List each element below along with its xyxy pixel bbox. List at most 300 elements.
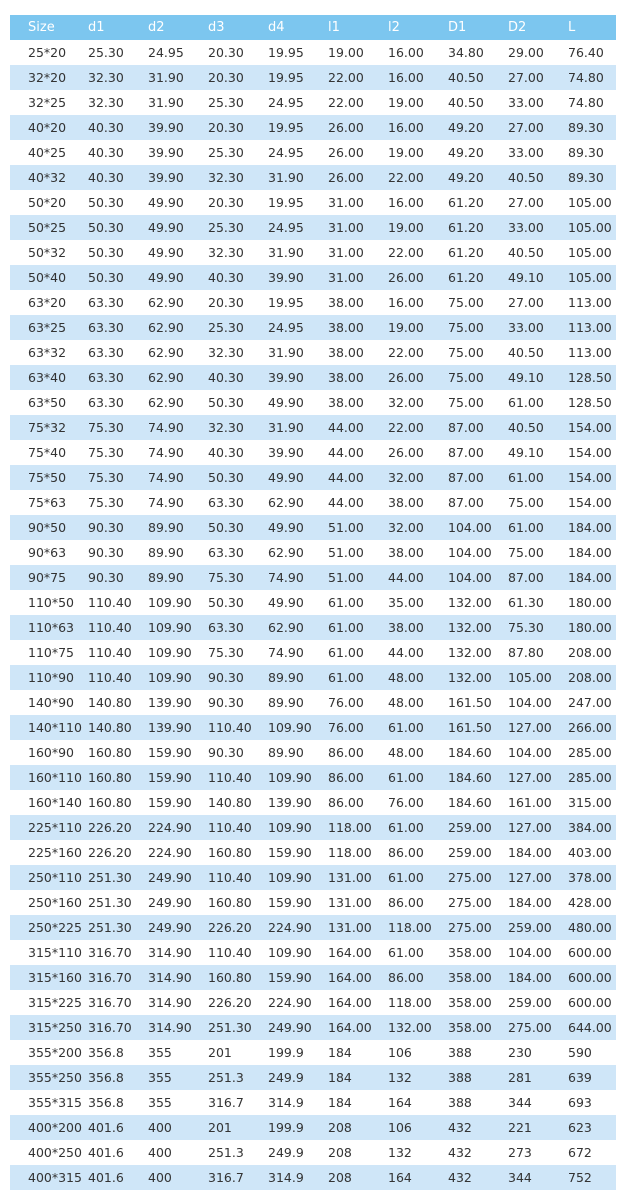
- value-cell: 106: [370, 1040, 430, 1065]
- value-cell: 16.00: [370, 40, 430, 65]
- value-cell: 44.00: [310, 440, 370, 465]
- value-cell: 62.90: [130, 315, 190, 340]
- value-cell: 33.00: [490, 90, 550, 115]
- size-cell: 355*315: [10, 1090, 70, 1115]
- value-cell: 90.30: [190, 690, 250, 715]
- value-cell: 32.30: [190, 240, 250, 265]
- value-cell: 51.00: [310, 540, 370, 565]
- value-cell: 113.00: [550, 315, 616, 340]
- value-cell: 40.30: [190, 265, 250, 290]
- size-cell: 355*250: [10, 1065, 70, 1090]
- value-cell: 249.9: [250, 1065, 310, 1090]
- value-cell: 20.30: [190, 290, 250, 315]
- table-row: [10, 165, 616, 190]
- value-cell: 40.50: [430, 90, 490, 115]
- value-cell: 180.00: [550, 590, 616, 615]
- size-cell: 400*250: [10, 1140, 70, 1165]
- value-cell: 208: [310, 1140, 370, 1165]
- value-cell: 63.30: [190, 615, 250, 640]
- value-cell: 259.00: [430, 840, 490, 865]
- value-cell: 76.00: [310, 690, 370, 715]
- value-cell: 63.30: [70, 290, 130, 315]
- value-cell: 105.00: [550, 265, 616, 290]
- value-cell: 164.00: [310, 990, 370, 1015]
- value-cell: 355: [130, 1065, 190, 1090]
- table-row: [10, 840, 616, 865]
- table-row: [10, 40, 616, 65]
- value-cell: 160.80: [190, 840, 250, 865]
- value-cell: 16.00: [370, 290, 430, 315]
- value-cell: 19.95: [250, 40, 310, 65]
- value-cell: 63.30: [70, 340, 130, 365]
- value-cell: 355: [130, 1040, 190, 1065]
- value-cell: 76.40: [550, 40, 616, 65]
- value-cell: 109.90: [130, 665, 190, 690]
- value-cell: 49.20: [430, 140, 490, 165]
- value-cell: 24.95: [250, 140, 310, 165]
- value-cell: 62.90: [250, 540, 310, 565]
- value-cell: 164.00: [310, 1015, 370, 1040]
- value-cell: 25.30: [190, 90, 250, 115]
- value-cell: 26.00: [310, 140, 370, 165]
- value-cell: 105.00: [550, 215, 616, 240]
- column-header: d2: [130, 15, 190, 40]
- value-cell: 38.00: [310, 315, 370, 340]
- value-cell: 76.00: [310, 715, 370, 740]
- table-row: [10, 565, 616, 590]
- value-cell: 87.00: [430, 415, 490, 440]
- value-cell: 61.30: [490, 590, 550, 615]
- value-cell: 16.00: [370, 190, 430, 215]
- value-cell: 40.30: [70, 165, 130, 190]
- value-cell: 74.80: [550, 90, 616, 115]
- value-cell: 49.90: [250, 515, 310, 540]
- value-cell: 61.20: [430, 240, 490, 265]
- value-cell: 62.90: [130, 390, 190, 415]
- value-cell: 89.30: [550, 165, 616, 190]
- value-cell: 159.90: [250, 840, 310, 865]
- value-cell: 132.00: [430, 615, 490, 640]
- value-cell: 275.00: [430, 915, 490, 940]
- table-row: [10, 515, 616, 540]
- table-row: [10, 390, 616, 415]
- value-cell: 75.30: [190, 565, 250, 590]
- table-row: [10, 365, 616, 390]
- value-cell: 40.50: [490, 415, 550, 440]
- value-cell: 139.90: [130, 690, 190, 715]
- value-cell: 89.30: [550, 140, 616, 165]
- value-cell: 27.00: [490, 290, 550, 315]
- table-row: [10, 540, 616, 565]
- size-cell: 40*20: [10, 115, 70, 140]
- value-cell: 224.90: [250, 915, 310, 940]
- value-cell: 50.30: [190, 390, 250, 415]
- table-row: [10, 940, 616, 965]
- value-cell: 50.30: [190, 590, 250, 615]
- value-cell: 19.00: [370, 140, 430, 165]
- size-cell: 315*225: [10, 990, 70, 1015]
- size-cell: 315*110: [10, 940, 70, 965]
- value-cell: 623: [550, 1115, 616, 1140]
- size-cell: 250*110: [10, 865, 70, 890]
- table-row: [10, 740, 616, 765]
- value-cell: 388: [430, 1065, 490, 1090]
- size-cell: 315*250: [10, 1015, 70, 1040]
- value-cell: 128.50: [550, 365, 616, 390]
- value-cell: 40.30: [70, 115, 130, 140]
- value-cell: 105.00: [490, 665, 550, 690]
- value-cell: 251.30: [190, 1015, 250, 1040]
- value-cell: 314.9: [250, 1090, 310, 1115]
- value-cell: 49.10: [490, 265, 550, 290]
- size-cell: 75*40: [10, 440, 70, 465]
- value-cell: 40.30: [190, 365, 250, 390]
- value-cell: 164: [370, 1165, 430, 1190]
- value-cell: 61.00: [310, 665, 370, 690]
- size-cell: 250*160: [10, 890, 70, 915]
- table-row: [10, 640, 616, 665]
- size-cell: 225*110: [10, 815, 70, 840]
- value-cell: 127.00: [490, 765, 550, 790]
- value-cell: 87.00: [490, 565, 550, 590]
- value-cell: 109.90: [130, 615, 190, 640]
- table-row: [10, 890, 616, 915]
- value-cell: 644.00: [550, 1015, 616, 1040]
- size-cell: 110*50: [10, 590, 70, 615]
- value-cell: 24.95: [250, 215, 310, 240]
- value-cell: 75.00: [430, 340, 490, 365]
- value-cell: 285.00: [550, 765, 616, 790]
- table-row: [10, 665, 616, 690]
- value-cell: 109.90: [250, 940, 310, 965]
- table-row: [10, 1165, 616, 1190]
- value-cell: 38.00: [310, 365, 370, 390]
- value-cell: 35.00: [370, 590, 430, 615]
- value-cell: 600.00: [550, 965, 616, 990]
- value-cell: 160.80: [70, 740, 130, 765]
- value-cell: 105.00: [550, 240, 616, 265]
- value-cell: 32.00: [370, 515, 430, 540]
- value-cell: 249.90: [130, 915, 190, 940]
- value-cell: 639: [550, 1065, 616, 1090]
- value-cell: 38.00: [370, 540, 430, 565]
- value-cell: 44.00: [370, 640, 430, 665]
- value-cell: 20.30: [190, 65, 250, 90]
- value-cell: 316.7: [190, 1090, 250, 1115]
- value-cell: 109.90: [250, 765, 310, 790]
- value-cell: 44.00: [310, 490, 370, 515]
- value-cell: 184: [310, 1040, 370, 1065]
- value-cell: 32.30: [190, 165, 250, 190]
- value-cell: 113.00: [550, 290, 616, 315]
- value-cell: 432: [430, 1115, 490, 1140]
- size-cell: 140*110: [10, 715, 70, 740]
- value-cell: 62.90: [250, 490, 310, 515]
- value-cell: 201: [190, 1115, 250, 1140]
- dimension-table: [10, 15, 616, 1190]
- value-cell: 22.00: [310, 65, 370, 90]
- table-row: [10, 765, 616, 790]
- value-cell: 51.00: [310, 515, 370, 540]
- value-cell: 38.00: [310, 290, 370, 315]
- value-cell: 432: [430, 1165, 490, 1190]
- value-cell: 378.00: [550, 865, 616, 890]
- table-row: [10, 115, 616, 140]
- value-cell: 110.40: [70, 590, 130, 615]
- value-cell: 31.90: [130, 90, 190, 115]
- table-row: [10, 715, 616, 740]
- value-cell: 51.00: [310, 565, 370, 590]
- table-row: [10, 240, 616, 265]
- column-header: l2: [370, 15, 430, 40]
- value-cell: 40.30: [70, 140, 130, 165]
- value-cell: 224.90: [130, 815, 190, 840]
- value-cell: 49.10: [490, 440, 550, 465]
- value-cell: 22.00: [370, 340, 430, 365]
- value-cell: 184.60: [430, 790, 490, 815]
- value-cell: 106: [370, 1115, 430, 1140]
- size-cell: 63*20: [10, 290, 70, 315]
- value-cell: 132.00: [370, 1015, 430, 1040]
- value-cell: 61.00: [490, 465, 550, 490]
- value-cell: 131.00: [310, 865, 370, 890]
- value-cell: 314.90: [130, 990, 190, 1015]
- table-row: [10, 215, 616, 240]
- value-cell: 50.30: [190, 515, 250, 540]
- value-cell: 19.00: [370, 315, 430, 340]
- value-cell: 104.00: [490, 740, 550, 765]
- value-cell: 355: [130, 1090, 190, 1115]
- value-cell: 109.90: [130, 590, 190, 615]
- value-cell: 358.00: [430, 990, 490, 1015]
- value-cell: 89.90: [130, 515, 190, 540]
- column-header: d3: [190, 15, 250, 40]
- value-cell: 132.00: [430, 640, 490, 665]
- column-header: l1: [310, 15, 370, 40]
- value-cell: 75.30: [490, 615, 550, 640]
- value-cell: 38.00: [370, 490, 430, 515]
- value-cell: 86.00: [310, 740, 370, 765]
- value-cell: 316.70: [70, 1015, 130, 1040]
- value-cell: 75.00: [430, 390, 490, 415]
- value-cell: 164.00: [310, 940, 370, 965]
- table-row: [10, 65, 616, 90]
- value-cell: 44.00: [310, 465, 370, 490]
- value-cell: 16.00: [370, 65, 430, 90]
- value-cell: 161.00: [490, 790, 550, 815]
- value-cell: 89.90: [250, 690, 310, 715]
- value-cell: 62.90: [130, 365, 190, 390]
- column-header: L: [550, 15, 616, 40]
- value-cell: 75.30: [70, 415, 130, 440]
- table-row: [10, 415, 616, 440]
- value-cell: 63.30: [70, 365, 130, 390]
- table-row: [10, 790, 616, 815]
- value-cell: 131.00: [310, 915, 370, 940]
- value-cell: 184.60: [430, 740, 490, 765]
- table-row: [10, 815, 616, 840]
- value-cell: 75.30: [70, 490, 130, 515]
- value-cell: 74.90: [130, 440, 190, 465]
- value-cell: 401.6: [70, 1140, 130, 1165]
- table-row: [10, 315, 616, 340]
- size-cell: 355*200: [10, 1040, 70, 1065]
- value-cell: 105.00: [550, 190, 616, 215]
- value-cell: 40.30: [190, 440, 250, 465]
- value-cell: 32.00: [370, 390, 430, 415]
- value-cell: 22.00: [370, 240, 430, 265]
- value-cell: 75.00: [430, 290, 490, 315]
- value-cell: 160.80: [190, 890, 250, 915]
- value-cell: 49.10: [490, 365, 550, 390]
- value-cell: 61.00: [310, 590, 370, 615]
- value-cell: 32.30: [70, 90, 130, 115]
- value-cell: 401.6: [70, 1115, 130, 1140]
- value-cell: 110.40: [190, 765, 250, 790]
- value-cell: 251.30: [70, 865, 130, 890]
- value-cell: 590: [550, 1040, 616, 1065]
- value-cell: 132.00: [430, 665, 490, 690]
- value-cell: 61.00: [370, 865, 430, 890]
- value-cell: 164.00: [310, 965, 370, 990]
- value-cell: 20.30: [190, 190, 250, 215]
- table-row: [10, 1140, 616, 1165]
- size-cell: 40*32: [10, 165, 70, 190]
- value-cell: 25.30: [190, 140, 250, 165]
- size-cell: 110*90: [10, 665, 70, 690]
- value-cell: 247.00: [550, 690, 616, 715]
- value-cell: 48.00: [370, 690, 430, 715]
- value-cell: 104.00: [490, 940, 550, 965]
- size-cell: 250*225: [10, 915, 70, 940]
- value-cell: 24.95: [130, 40, 190, 65]
- size-cell: 63*40: [10, 365, 70, 390]
- value-cell: 226.20: [70, 815, 130, 840]
- value-cell: 600.00: [550, 990, 616, 1015]
- table-row: [10, 690, 616, 715]
- table-row: [10, 915, 616, 940]
- value-cell: 90.30: [70, 540, 130, 565]
- value-cell: 39.90: [250, 265, 310, 290]
- value-cell: 75.30: [70, 440, 130, 465]
- value-cell: 74.90: [130, 490, 190, 515]
- size-cell: 63*50: [10, 390, 70, 415]
- value-cell: 89.90: [130, 565, 190, 590]
- value-cell: 32.00: [370, 465, 430, 490]
- value-cell: 19.00: [370, 215, 430, 240]
- value-cell: 31.00: [310, 240, 370, 265]
- value-cell: 33.00: [490, 140, 550, 165]
- value-cell: 226.20: [70, 840, 130, 865]
- value-cell: 20.30: [190, 40, 250, 65]
- value-cell: 48.00: [370, 740, 430, 765]
- size-cell: 32*25: [10, 90, 70, 115]
- value-cell: 25.30: [70, 40, 130, 65]
- column-header: Size: [10, 15, 70, 40]
- value-cell: 672: [550, 1140, 616, 1165]
- value-cell: 61.20: [430, 215, 490, 240]
- value-cell: 159.90: [250, 965, 310, 990]
- value-cell: 480.00: [550, 915, 616, 940]
- value-cell: 400: [130, 1115, 190, 1140]
- value-cell: 344: [490, 1090, 550, 1115]
- value-cell: 118.00: [370, 915, 430, 940]
- value-cell: 249.90: [130, 865, 190, 890]
- value-cell: 118.00: [310, 815, 370, 840]
- value-cell: 75.30: [70, 465, 130, 490]
- value-cell: 89.90: [250, 740, 310, 765]
- size-cell: 225*160: [10, 840, 70, 865]
- size-cell: 160*110: [10, 765, 70, 790]
- value-cell: 63.30: [190, 540, 250, 565]
- value-cell: 25.30: [190, 215, 250, 240]
- value-cell: 184.00: [550, 565, 616, 590]
- value-cell: 31.00: [310, 265, 370, 290]
- size-cell: 32*20: [10, 65, 70, 90]
- value-cell: 29.00: [490, 40, 550, 65]
- value-cell: 62.90: [130, 340, 190, 365]
- value-cell: 26.00: [370, 265, 430, 290]
- value-cell: 266.00: [550, 715, 616, 740]
- column-header: d4: [250, 15, 310, 40]
- size-cell: 160*140: [10, 790, 70, 815]
- table-row: [10, 465, 616, 490]
- value-cell: 49.90: [250, 465, 310, 490]
- value-cell: 50.30: [190, 465, 250, 490]
- value-cell: 316.7: [190, 1165, 250, 1190]
- value-cell: 75.00: [430, 365, 490, 390]
- value-cell: 25.30: [190, 315, 250, 340]
- value-cell: 110.40: [190, 715, 250, 740]
- value-cell: 39.90: [130, 165, 190, 190]
- value-cell: 110.40: [190, 815, 250, 840]
- value-cell: 90.30: [70, 565, 130, 590]
- table-body: [10, 40, 616, 1190]
- value-cell: 50.30: [70, 215, 130, 240]
- value-cell: 63.30: [190, 490, 250, 515]
- value-cell: 140.80: [190, 790, 250, 815]
- value-cell: 20.30: [190, 115, 250, 140]
- value-cell: 184.00: [490, 965, 550, 990]
- size-cell: 90*50: [10, 515, 70, 540]
- value-cell: 221: [490, 1115, 550, 1140]
- value-cell: 400: [130, 1140, 190, 1165]
- value-cell: 19.00: [370, 90, 430, 115]
- value-cell: 110.40: [190, 865, 250, 890]
- value-cell: 87.00: [430, 440, 490, 465]
- value-cell: 27.00: [490, 190, 550, 215]
- value-cell: 50.30: [70, 190, 130, 215]
- value-cell: 74.90: [250, 565, 310, 590]
- value-cell: 61.00: [370, 940, 430, 965]
- value-cell: 104.00: [490, 690, 550, 715]
- value-cell: 403.00: [550, 840, 616, 865]
- value-cell: 118.00: [310, 840, 370, 865]
- value-cell: 358.00: [430, 940, 490, 965]
- value-cell: 32.30: [190, 340, 250, 365]
- table-row: [10, 290, 616, 315]
- value-cell: 89.30: [550, 115, 616, 140]
- value-cell: 160.80: [70, 765, 130, 790]
- value-cell: 388: [430, 1040, 490, 1065]
- value-cell: 184.00: [550, 515, 616, 540]
- value-cell: 90.30: [70, 515, 130, 540]
- size-cell: 90*75: [10, 565, 70, 590]
- value-cell: 199.9: [250, 1040, 310, 1065]
- value-cell: 40.50: [490, 165, 550, 190]
- value-cell: 63.30: [70, 390, 130, 415]
- value-cell: 44.00: [370, 565, 430, 590]
